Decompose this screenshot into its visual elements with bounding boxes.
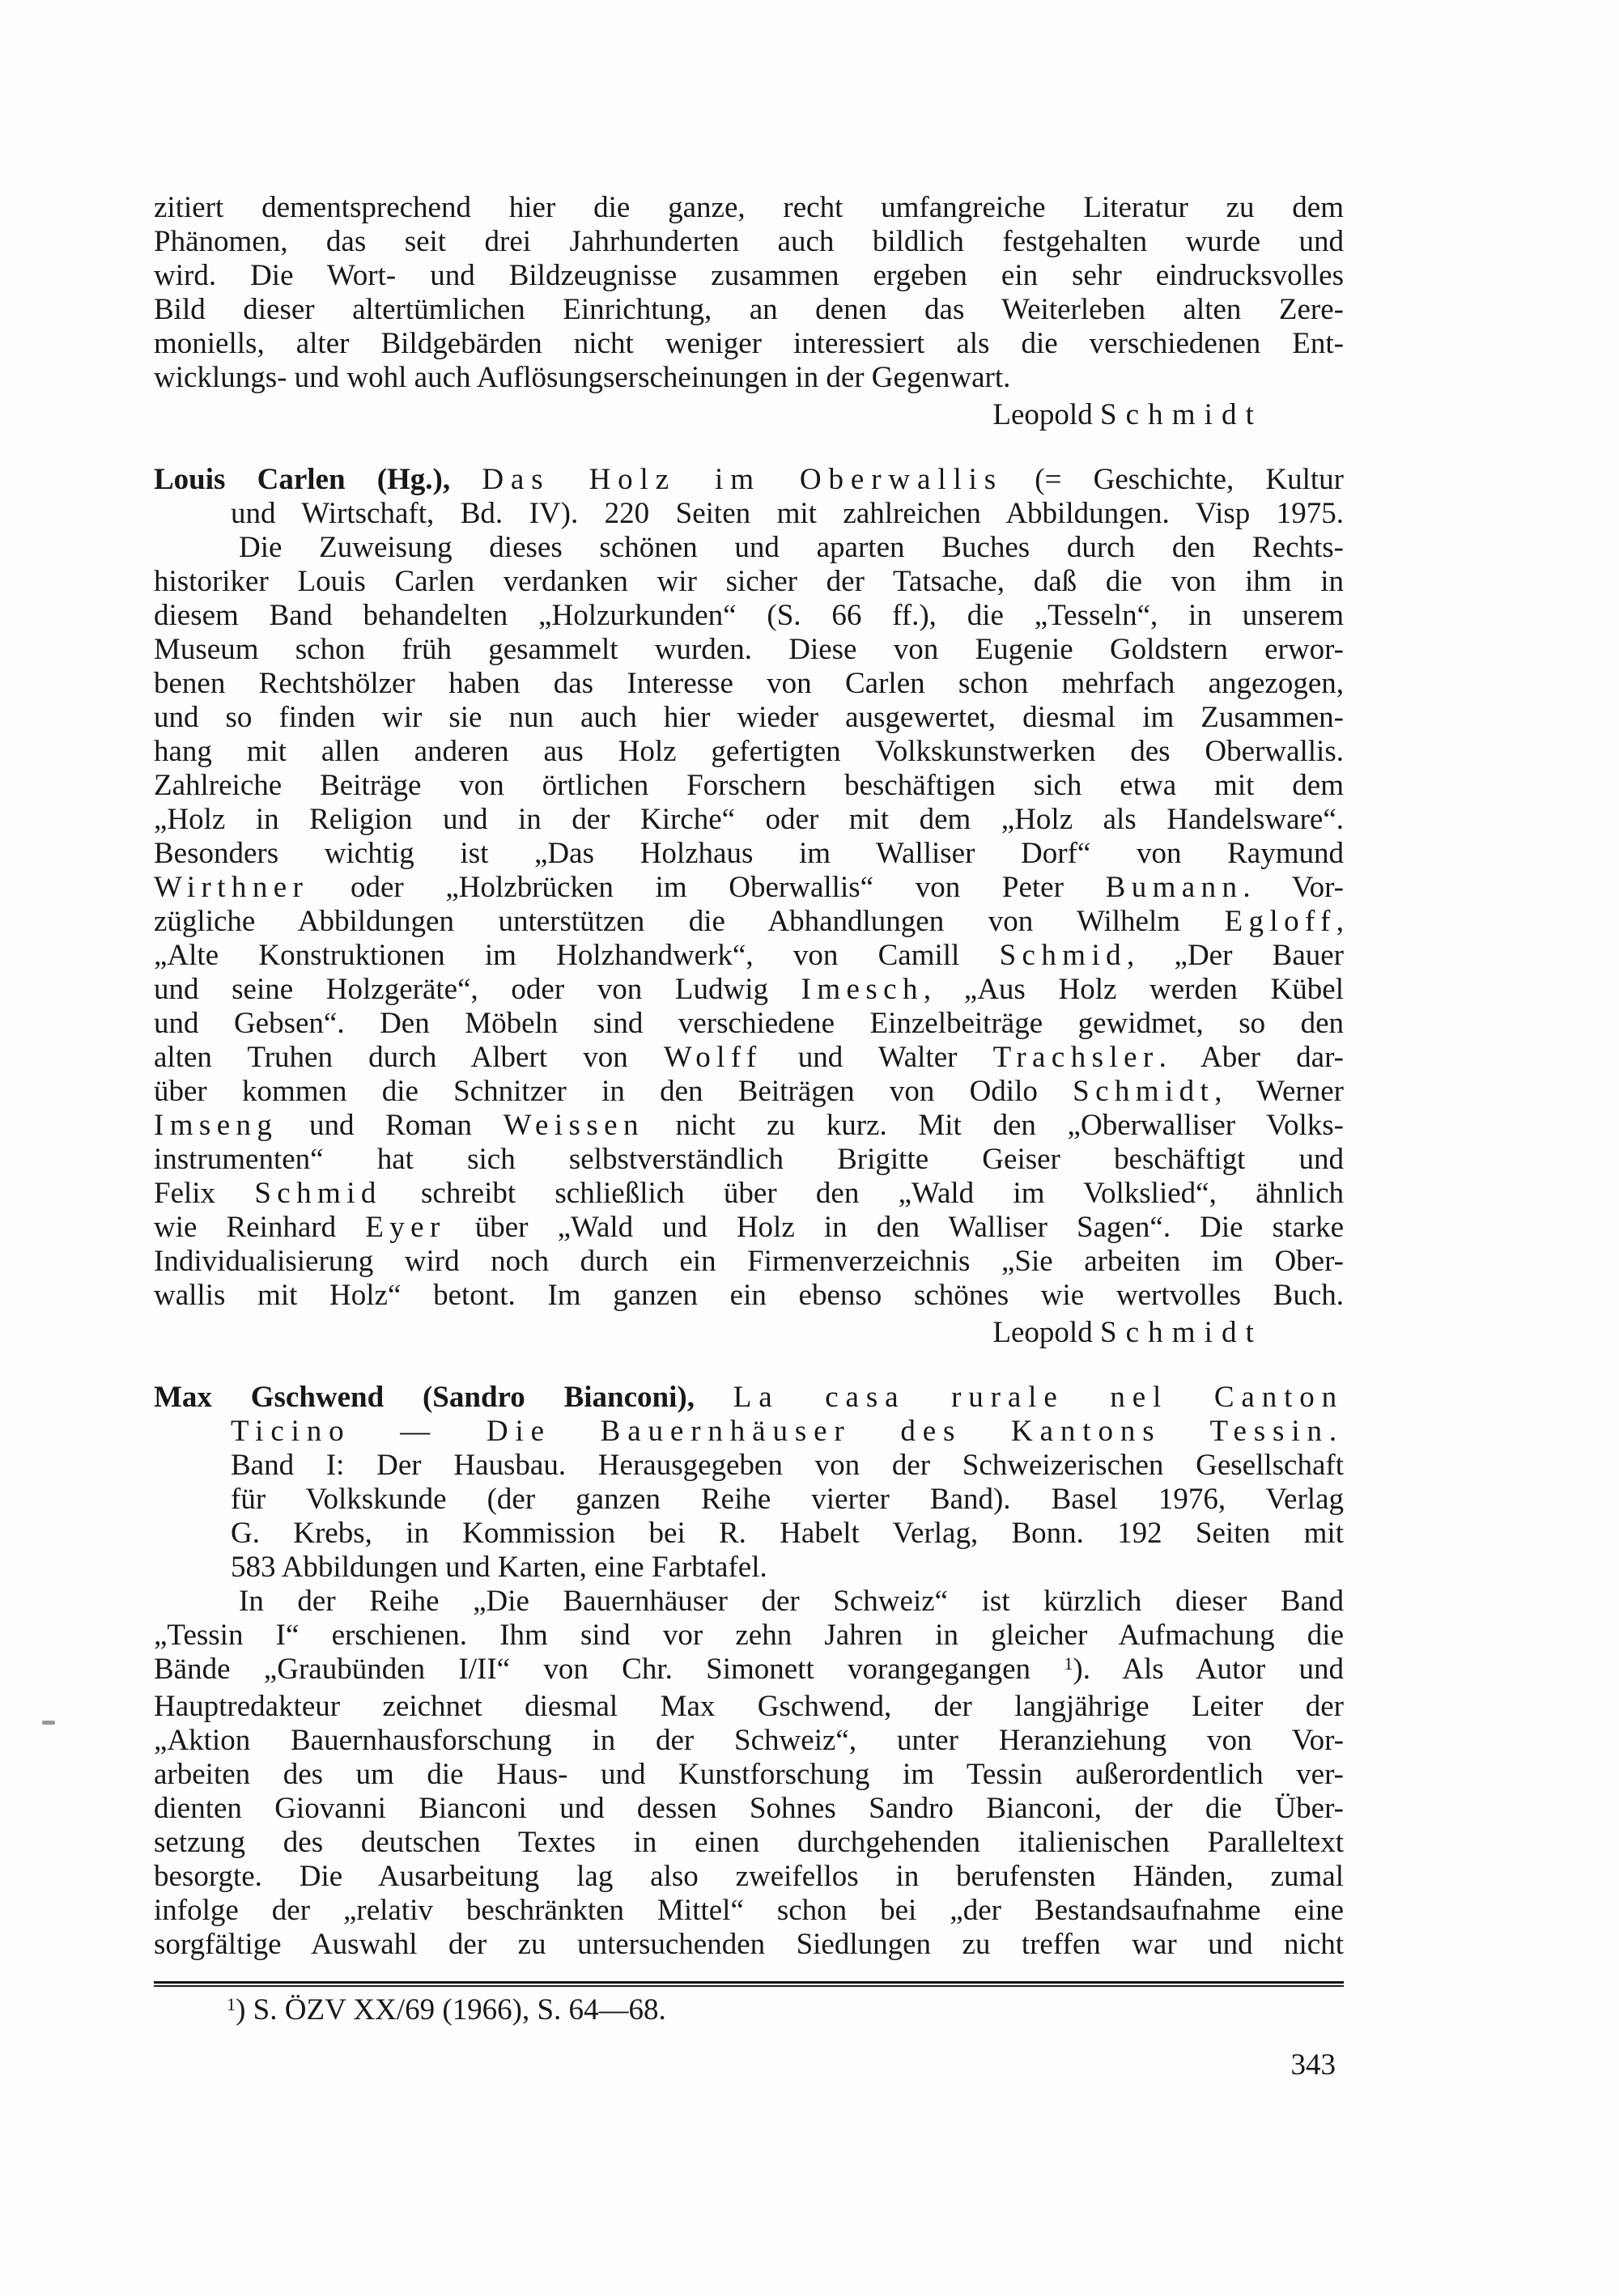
- review-heading-gschwend: [154, 1381, 1344, 1585]
- text-line: „Holz in Religion und in der Kirche“ oder mit dem „Holz als Handelsware“.: [154, 803, 1344, 836]
- text-line: In der Reihe „Die Bauernhäuser der Schweiz“ ist kürzlich dieser Band: [239, 1585, 1344, 1618]
- letterspaced-run: Ticino — Die Bauernhäuser des Kantons Tessin.: [231, 1415, 1344, 1448]
- signature-leopold-schmidt: [154, 1316, 1344, 1350]
- letterspaced-run: Das Holz im Oberwallis: [482, 463, 1004, 496]
- text-line: benen Rechtshölzer haben das Interesse von Carlen schon mehrfach angezogen,: [154, 667, 1344, 700]
- text-line: dienten Giovanni Bianconi und dessen Sohnes Sandro Bianconi, der die Über-: [154, 1792, 1344, 1825]
- letterspaced-run: Schmid: [254, 1177, 382, 1210]
- superscript-run: 1: [227, 1993, 236, 2014]
- letterspaced-run: Schmidt: [1099, 398, 1263, 431]
- text-line: diesem Band behandelten „Holzurkunden“ (S. 66 ff.), die „Tesseln“, in unserem: [154, 599, 1344, 632]
- text-line: und so finden wir sie nun auch hier wieder ausgewertet, diesmal im Zusammen-: [154, 701, 1344, 734]
- text-line: zitiert dementsprechend hier die ganze, recht umfangreiche Literatur zu dem: [154, 191, 1344, 224]
- text-line: setzung des deutschen Textes in einen durchgehenden italienischen Paralleltext: [154, 1826, 1344, 1859]
- text-block: [154, 191, 1344, 2082]
- text-line: Besonders wichtig ist „Das Holzhaus im Walliser Dorf“ von Raymund: [154, 837, 1344, 870]
- text-line: Individualisierung wird noch durch ein Firmenverzeichnis „Sie arbeiten im Ober-: [154, 1245, 1344, 1278]
- section-review-gschwend: [154, 1381, 1344, 1962]
- footnote: [154, 1993, 1344, 2031]
- letterspaced-run: Eyer: [365, 1211, 446, 1244]
- letterspaced-run: Trachsler: [992, 1041, 1159, 1074]
- text-line: wie Reinhard Eyer über „Wald und Holz in den Walliser Sagen“. Die starke: [154, 1211, 1345, 1244]
- text-line: wird. Die Wort- und Bildzeugnisse zusammen ergeben ein sehr eindrucksvolles: [154, 259, 1344, 292]
- letterspaced-run: Schmid: [999, 939, 1128, 972]
- text-line: Bände „Graubünden I/II“ von Chr. Simonett vorangegangen $^1$). Als Autor und: [154, 1653, 1344, 1686]
- letterspaced-run: La casa rurale nel Canton: [733, 1381, 1344, 1414]
- text-line: Band I: Der Hausbau. Herausgegeben von der Schweizerischen Gesellschaft: [231, 1449, 1344, 1482]
- text-line: instrumenten“ hat sich selbstverständlich Brigitte Geiser beschäftigt und: [154, 1143, 1344, 1176]
- text-line: [154, 1381, 1344, 1415]
- text-line: „Aktion Bauernhausforschung in der Schweiz“, unter Heranziehung von Vor-: [154, 1724, 1344, 1757]
- page-footer: [154, 1981, 1344, 2082]
- paragraph-continuation: [154, 191, 1344, 395]
- text-line: zügliche Abbildungen unterstützen die Abhandlungen von Wilhelm Egloff,: [154, 905, 1344, 938]
- section-continuation-paragraph: [154, 191, 1344, 432]
- text-line: Louis Carlen (Hg.), Das Holz im Oberwallis (= Geschichte, Kultur: [154, 463, 1345, 496]
- bold-run: Max Gschwend (Sandro Bianconi),: [154, 1381, 695, 1414]
- text-line: $^1$) S. ÖZV XX/69 (1966), S. 64—68.: [227, 1993, 666, 2027]
- letterspaced-run: Bumann: [1105, 871, 1243, 904]
- text-line: Die Zuweisung dieses schönen und aparten Buches durch den Rechts-: [239, 531, 1344, 564]
- text-line: arbeiten des um die Haus- und Kunstforschung im Tessin außerordentlich ver-: [154, 1758, 1344, 1791]
- text-line: und seine Holzgeräte“, oder von Ludwig Imesch, „Aus Holz werden Kübel: [154, 973, 1344, 1006]
- text-line: alten Truhen durch Albert von Wolff und Walter Trachsler. Aber dar-: [154, 1041, 1344, 1074]
- text-line: Zahlreiche Beiträge von örtlichen Forschern beschäftigen sich etwa mit dem: [154, 769, 1344, 802]
- letterspaced-run: Weissen: [503, 1109, 644, 1142]
- text-line: wicklungs- und wohl auch Auflösungserscheinungen in der Gegenwart.: [154, 361, 1011, 394]
- letterspaced-run: Wirthner: [154, 871, 309, 904]
- review-body-gschwend: [154, 1585, 1344, 1962]
- text-line: wallis mit Holz“ betont. Im ganzen ein ebenso schönes wie wertvolles Buch.: [154, 1279, 1344, 1312]
- text-line: Hauptredakteur zeichnet diesmal Max Gschwend, der langjährige Leiter der: [154, 1690, 1344, 1723]
- text-line: Wirthner oder „Holzbrücken im Oberwallis“ von Peter Bumann. Vor-: [154, 871, 1345, 904]
- review-body-carlen: [154, 531, 1344, 1313]
- text-line: für Volkskunde (der ganzen Reihe vierter Band). Basel 1976, Verlag: [231, 1483, 1344, 1516]
- text-line: Phänomen, das seit drei Jahrhunderten auch bildlich festgehalten wurde und: [154, 225, 1344, 258]
- text-line: Bild dieser altertümlichen Einrichtung, an denen das Weiterleben alten Zere-: [154, 293, 1344, 326]
- section-review-carlen: [154, 463, 1344, 1350]
- letterspaced-run: Schmidt: [1073, 1075, 1215, 1108]
- text-line: und Gebsen“. Den Möbeln sind verschiedene Einzelbeiträge gewidmet, so den: [154, 1007, 1344, 1040]
- letterspaced-run: Imesch: [801, 973, 924, 1006]
- letterspaced-run: Imseng: [154, 1109, 278, 1142]
- letterspaced-run: Schmidt: [1099, 1316, 1263, 1349]
- letterspaced-run: Egloff: [1224, 905, 1336, 938]
- text-line: historiker Louis Carlen verdanken wir sicher der Tatsache, daß die von ihm in: [154, 565, 1344, 598]
- footnote-rule: [154, 1981, 1344, 1987]
- review-heading-carlen: [154, 463, 1344, 531]
- bold-run: Louis Carlen (Hg.),: [154, 463, 451, 496]
- signature-leopold-schmidt: [154, 398, 1344, 432]
- text-line: über kommen die Schnitzer in den Beiträgen von Odilo Schmidt, Werner: [154, 1075, 1344, 1108]
- text-line: Imseng und Roman Weissen nicht zu kurz. Mit den „Oberwalliser Volks-: [154, 1109, 1344, 1142]
- text-line: Leopold Schmidt: [992, 398, 1263, 431]
- text-line: moniells, alter Bildgebärden nicht weniger interessiert als die verschiedenen Ent-: [154, 327, 1344, 360]
- superscript-run: 1: [1064, 1653, 1073, 1674]
- text-line: „Alte Konstruktionen im Holzhandwerk“, von Camill Schmid, „Der Bauer: [154, 939, 1345, 972]
- scan-artifact-dash: [42, 1721, 55, 1725]
- text-line: 583 Abbildungen und Karten, eine Farbtafel.: [231, 1551, 767, 1584]
- text-line: und Wirtschaft, Bd. IV). 220 Seiten mit zahlreichen Abbildungen. Visp 1975.: [231, 497, 1344, 530]
- text-line: Felix Schmid schreibt schließlich über den „Wald im Volkslied“, ähnlich: [154, 1177, 1344, 1210]
- text-line: besorgte. Die Ausarbeitung lag also zweifellos in berufensten Händen, zumal: [154, 1860, 1344, 1893]
- text-line: hang mit allen anderen aus Holz gefertigten Volkskunstwerken des Oberwallis.: [154, 735, 1344, 768]
- text-line: Leopold Schmidt: [992, 1316, 1263, 1349]
- page-number: 343: [1290, 2048, 1336, 2082]
- text-line: [154, 1415, 1344, 1449]
- text-line: infolge der „relativ beschränkten Mittel“ schon bei „der Bestandsaufnahme eine: [154, 1894, 1344, 1927]
- text-line: G. Krebs, in Kommission bei R. Habelt Verlag, Bonn. 192 Seiten mit: [231, 1517, 1344, 1550]
- letterspaced-run: Wolff: [663, 1041, 763, 1074]
- text-line: „Tessin I“ erschienen. Ihm sind vor zehn Jahren in gleicher Aufmachung die: [154, 1619, 1344, 1652]
- text-line: Museum schon früh gesammelt wurden. Diese von Eugenie Goldstern erwor-: [154, 633, 1344, 666]
- text-line: sorgfältige Auswahl der zu untersuchenden Siedlungen zu treffen war und nicht: [154, 1928, 1344, 1961]
